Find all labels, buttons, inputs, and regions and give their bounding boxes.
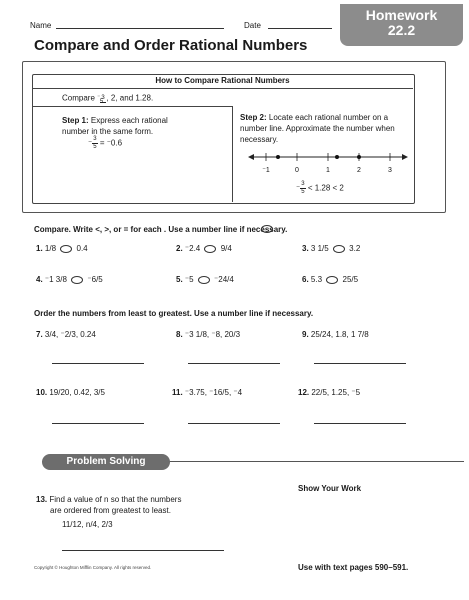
answer-line-7[interactable] (52, 363, 144, 364)
tick-label: 1 (326, 167, 330, 174)
compare-item-6: 6. 5.3 25/5 (302, 275, 359, 284)
step1-label: Step 1: (62, 116, 89, 125)
order-item-8: 8. ⁻3 1/8, ⁻8, 20/3 (176, 330, 241, 339)
howto-divider (232, 106, 233, 202)
problem-solving-header: Problem Solving (42, 454, 170, 470)
order-item-11: 11. ⁻3.75, ⁻16/5, ⁻4 (172, 388, 243, 397)
number-line (248, 148, 408, 178)
answer-oval[interactable] (326, 276, 338, 284)
compare-item-2: 2. ⁻2.4 9/4 (176, 244, 232, 253)
numberline-result: ⁻ $\frac{3}{5}$ < 1.28 < 2 (296, 181, 344, 195)
howto-heading: How to Compare Rational Numbers (32, 74, 413, 89)
compare-line: Compare ⁻3 5 , 2, and 1.28. (62, 93, 154, 105)
compare-item-1: 1. 1/8 0.4 (36, 244, 88, 253)
tick-label: ⁻1 (262, 167, 270, 174)
name-field[interactable] (56, 28, 224, 29)
point-neg-three-fifths (276, 155, 280, 159)
name-label: Name (30, 21, 52, 30)
answer-oval[interactable] (333, 245, 345, 253)
copyright: Copyright © Houghton Mifflin Company. All rights reserved. (34, 565, 152, 570)
homework-number: 22.2 (387, 22, 416, 38)
date-field[interactable] (268, 28, 332, 29)
section1-instruction: Compare. Write <, >, or = for each . Use a number line if necessary. (34, 225, 288, 234)
homework-label: Homework (365, 7, 438, 23)
step2-label: Step 2: (240, 113, 267, 122)
section2-instruction: Order the numbers from least to greatest. Use a number line if necessary. (34, 309, 314, 318)
step1-text-a: Express each rational (90, 116, 168, 125)
point-1-28 (335, 155, 339, 159)
point-2 (357, 155, 361, 159)
order-item-7: 7. 3/4, ⁻2/3, 0.24 (36, 330, 96, 339)
step2-text-b: number line. Approximate the number when (240, 124, 395, 133)
answer-oval[interactable] (60, 245, 72, 253)
tick-label: 3 (388, 167, 392, 174)
answer-line-8[interactable] (188, 363, 280, 364)
step2-text-c: necessary. (240, 135, 279, 144)
order-item-12: 12. 22/5, 1.25, ⁻5 (298, 388, 361, 397)
result-rest: < 1.28 < 2 (307, 183, 344, 193)
oval-icon (261, 225, 273, 233)
tick-label: 2 (357, 167, 361, 174)
compare-item-4: 4. ⁻1 3/8 ⁻6/5 (36, 275, 103, 284)
compare-prefix: Compare (62, 93, 95, 103)
compare-item-5: 5. ⁻5 ⁻24/4 (176, 275, 234, 284)
show-work-label: Show Your Work (298, 484, 362, 493)
answer-oval[interactable] (71, 276, 83, 284)
tick-label: 0 (295, 167, 299, 174)
homework-badge (340, 4, 463, 46)
answer-line-9[interactable] (314, 363, 406, 364)
howto-row-divider (32, 106, 232, 107)
compare-item-3: 3. 3 1/5 3.2 (302, 244, 361, 253)
answer-line-10[interactable] (52, 423, 144, 424)
use-with-pages: Use with text pages 590–591. (298, 563, 409, 572)
order-item-10: 10. 19/20, 0.42, 3/5 (36, 388, 105, 397)
question-13: 13. Find a value of n so that the numbers are ordered from greatest to least. (36, 495, 182, 515)
compare-fraction: ⁻3 (97, 94, 105, 101)
answer-line-12[interactable] (314, 423, 406, 424)
answer-oval[interactable] (198, 276, 210, 284)
question-13-values: 11/12, n/4, 2/3 (62, 520, 113, 529)
step1-text-b: number in the same form. (62, 127, 154, 136)
date-label: Date (244, 21, 261, 30)
compare-rest: , 2, and 1.28. (106, 93, 154, 103)
answer-line-11[interactable] (188, 423, 280, 424)
order-item-9: 9. 25/24, 1.8, 1 7/8 (302, 330, 369, 339)
step1-text (62, 115, 222, 137)
answer-line-13[interactable] (62, 550, 224, 551)
step2-text-a: Locate each rational number on a (268, 113, 389, 122)
page-title: Compare and Order Rational Numbers (34, 37, 308, 54)
answer-oval[interactable] (204, 245, 216, 253)
step1-eq-rest: = ⁻0.6 (99, 138, 123, 148)
step1-equation: ⁻ $\frac{3}{5}$ = ⁻0.6 (88, 136, 123, 150)
step2-text (240, 112, 410, 145)
